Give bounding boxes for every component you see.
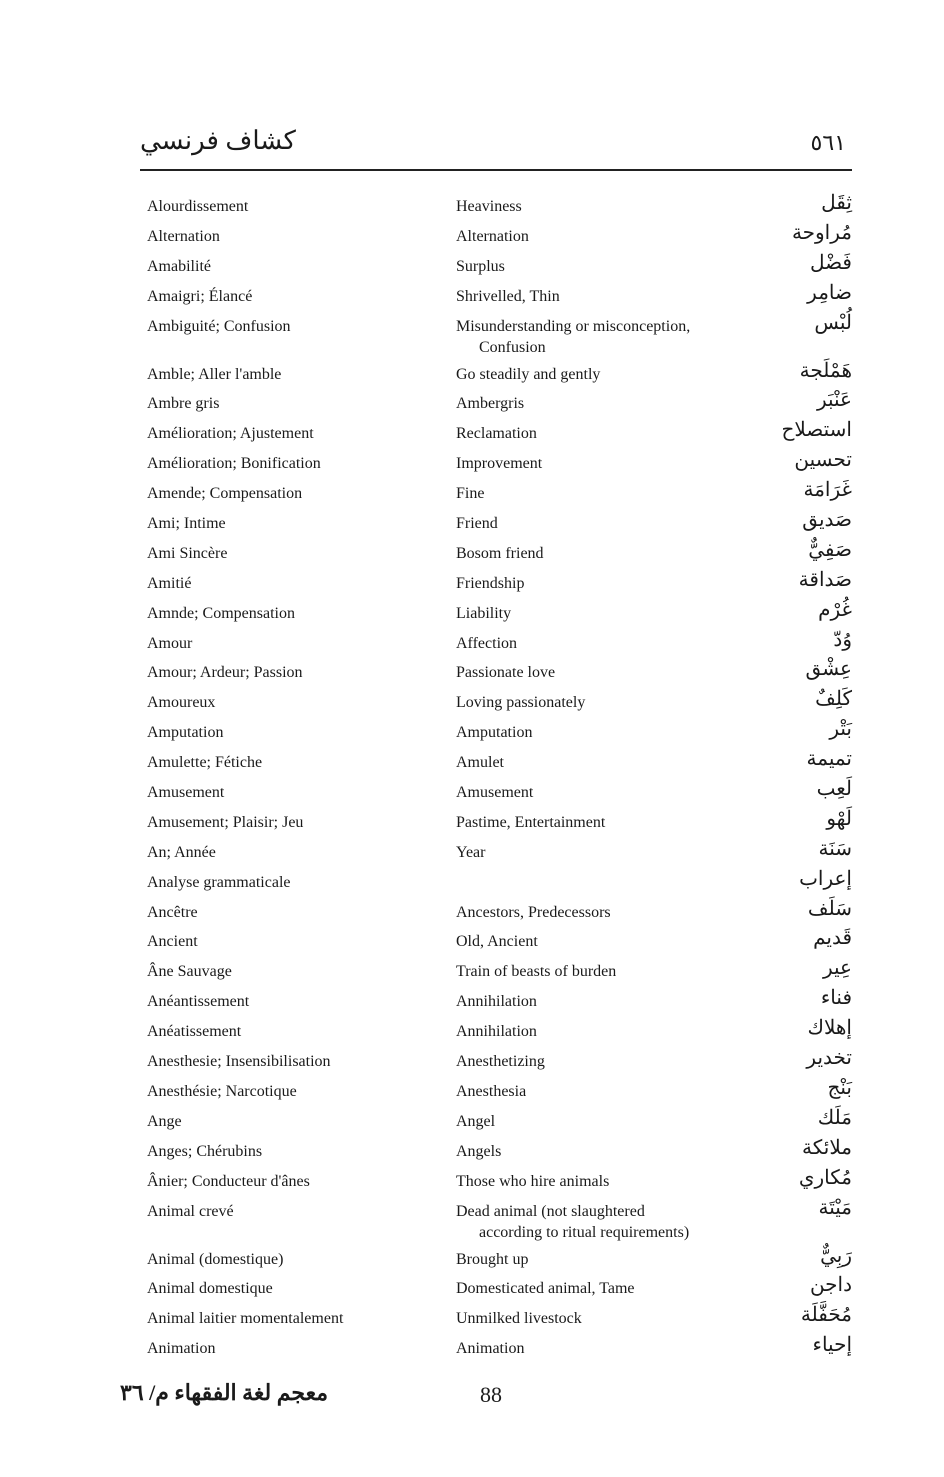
entry-arabic: استصلاح bbox=[781, 419, 852, 442]
entry-english bbox=[456, 842, 756, 863]
entry-english bbox=[456, 603, 756, 624]
entry-english bbox=[456, 256, 756, 277]
entry-french: Amélioration; Bonification bbox=[147, 455, 321, 473]
entry-english bbox=[456, 1201, 756, 1243]
entry-arabic: رَبِيٌّ bbox=[820, 1244, 852, 1267]
entry-english bbox=[456, 782, 756, 803]
entry-english-line: Alternation bbox=[456, 227, 529, 245]
entry-english-line: Angel bbox=[456, 1112, 496, 1130]
entry-arabic: هَمْلَجة bbox=[799, 359, 852, 382]
entry-english-line: Ancestors, Predecessors bbox=[456, 903, 611, 921]
entry-english-line: Misunderstanding or misconception, bbox=[456, 317, 691, 335]
list-item bbox=[140, 1332, 852, 1362]
entry-arabic: غُرْم bbox=[818, 598, 852, 621]
entry-french: Anesthesie; Insensibilisation bbox=[147, 1053, 331, 1071]
list-item bbox=[140, 358, 852, 388]
entry-french: Amabilité bbox=[147, 257, 211, 275]
entry-arabic: فَضْل bbox=[809, 251, 852, 274]
entry-english-line: Heaviness bbox=[456, 198, 522, 215]
entry-english bbox=[456, 1278, 756, 1299]
entry-arabic: وُدّ bbox=[833, 628, 852, 651]
entry-english-line: Bosom friend bbox=[456, 544, 544, 562]
entry-arabic: لَعِب bbox=[816, 778, 852, 801]
entry-english-line: Angels bbox=[456, 1142, 502, 1160]
entry-english bbox=[456, 812, 756, 833]
entry-french: Amélioration; Ajustement bbox=[147, 425, 314, 443]
entry-arabic: كَلِفٌ bbox=[815, 688, 852, 711]
entry-english-line: Annihilation bbox=[456, 993, 537, 1011]
entry-arabic: تخدير bbox=[806, 1047, 852, 1070]
list-item bbox=[140, 280, 852, 310]
entry-french: Animal (domestique) bbox=[147, 1250, 284, 1268]
entry-french: Anesthésie; Narcotique bbox=[147, 1082, 297, 1100]
list-item bbox=[140, 567, 852, 597]
entry-french: Animal domestique bbox=[147, 1280, 273, 1298]
entry-french: Alternation bbox=[147, 227, 220, 245]
entry-french: Amitié bbox=[147, 574, 192, 592]
list-item bbox=[140, 776, 852, 806]
entry-french: Animal crevé bbox=[147, 1202, 234, 1220]
list-item bbox=[140, 806, 852, 836]
entry-english-line: Anesthesia bbox=[456, 1082, 527, 1100]
entry-french: Amputation bbox=[147, 724, 224, 742]
entry-arabic: ثِقَل bbox=[821, 192, 852, 214]
entry-french: Amour bbox=[147, 634, 193, 652]
entry-english bbox=[456, 931, 756, 952]
list-item bbox=[140, 1045, 852, 1075]
list-item bbox=[140, 836, 852, 866]
entry-english-line: Ambergris bbox=[456, 395, 525, 413]
entry-english-line: Friend bbox=[456, 515, 498, 533]
entry-english-continuation: according to ritual requirements) bbox=[479, 1223, 690, 1241]
entry-arabic: إهلاك bbox=[807, 1017, 852, 1040]
list-item bbox=[140, 1165, 852, 1195]
entry-arabic: قَديم bbox=[813, 927, 852, 950]
entry-french: Amulette; Fétiche bbox=[147, 754, 263, 772]
entry-english-line: Go steadily and gently bbox=[456, 365, 601, 383]
entry-arabic: تحسين bbox=[794, 449, 852, 472]
list-item bbox=[140, 447, 852, 477]
entry-english bbox=[456, 1021, 756, 1042]
entry-french: Ami; Intime bbox=[147, 515, 226, 533]
entry-english-line: Amputation bbox=[456, 724, 533, 742]
entry-french: Amble; Aller l'amble bbox=[147, 365, 282, 383]
entry-french: Amusement; Plaisir; Jeu bbox=[147, 813, 304, 831]
entry-english-continuation: Confusion bbox=[479, 338, 546, 356]
entry-french: Âne Sauvage bbox=[147, 963, 232, 981]
entry-english-line: Liability bbox=[456, 604, 512, 622]
list-item bbox=[140, 1195, 852, 1243]
entry-arabic: سَلَف bbox=[807, 897, 852, 920]
entry-french: Ambiguité; Confusion bbox=[147, 317, 291, 335]
entry-french: Animation bbox=[147, 1340, 216, 1358]
header-rule bbox=[140, 169, 852, 171]
footer-page-number: 88 bbox=[480, 1382, 502, 1407]
entry-arabic: إعراب bbox=[799, 867, 852, 890]
entry-english-line: Amusement bbox=[456, 784, 534, 802]
entry-english-line: Dead animal (not slaughtered bbox=[456, 1202, 645, 1220]
entry-english bbox=[456, 286, 756, 307]
entry-arabic: مَيْتَة bbox=[818, 1196, 852, 1219]
entry-english bbox=[456, 662, 756, 683]
entry-english bbox=[456, 196, 756, 217]
entry-english-line: Shrivelled, Thin bbox=[456, 287, 560, 305]
entry-english bbox=[456, 1171, 756, 1192]
list-item bbox=[140, 686, 852, 716]
entry-english bbox=[456, 722, 756, 743]
entry-english-line: Surplus bbox=[456, 257, 505, 275]
entry-arabic: عِير bbox=[822, 957, 852, 980]
entry-english-line: Affection bbox=[456, 634, 518, 652]
list-item bbox=[140, 310, 852, 358]
entry-arabic: فناء bbox=[820, 987, 852, 1010]
list-item bbox=[140, 985, 852, 1015]
entry-french: Amnde; Compensation bbox=[147, 604, 295, 622]
header-page-number: ٥٦١ bbox=[810, 130, 846, 155]
entry-arabic: عِشْق bbox=[805, 658, 852, 681]
entry-arabic: مُراوحة bbox=[791, 221, 852, 244]
list-item bbox=[140, 896, 852, 926]
entry-french: Amoureux bbox=[147, 694, 216, 712]
list-item bbox=[140, 656, 852, 686]
list-item bbox=[140, 1075, 852, 1105]
entry-english-line: Improvement bbox=[456, 455, 543, 473]
entry-french: An; Année bbox=[147, 843, 216, 861]
entry-english-line: Those who hire animals bbox=[456, 1172, 610, 1190]
entry-french: Anges; Chérubins bbox=[147, 1142, 263, 1160]
footer-source: معجم لغة الفقهاء م/ ٣٦ bbox=[120, 1380, 328, 1405]
entry-arabic: لَهْو bbox=[826, 807, 852, 830]
list-item bbox=[140, 1135, 852, 1165]
entry-french: Alourdissement bbox=[147, 198, 249, 215]
entry-arabic: مَلَك bbox=[817, 1106, 852, 1129]
entry-english bbox=[456, 393, 756, 414]
entry-english bbox=[456, 226, 756, 247]
list-item bbox=[140, 477, 852, 507]
list-item bbox=[140, 627, 852, 657]
entry-french: Ambre gris bbox=[147, 395, 220, 413]
entry-english bbox=[456, 692, 756, 713]
entry-english bbox=[456, 1141, 756, 1162]
list-item bbox=[140, 1105, 852, 1135]
entry-english bbox=[456, 316, 756, 358]
list-item bbox=[140, 866, 852, 896]
entry-english-line: Loving passionately bbox=[456, 694, 586, 712]
entry-arabic: بَتْر bbox=[829, 718, 852, 741]
entry-english bbox=[456, 752, 756, 773]
entry-arabic: سَنَة bbox=[818, 837, 852, 860]
list-item bbox=[140, 746, 852, 776]
entry-english-line: Old, Ancient bbox=[456, 933, 538, 951]
entry-english bbox=[456, 1338, 756, 1359]
entry-english bbox=[456, 961, 756, 982]
list-item bbox=[140, 597, 852, 627]
entry-english-line: Unmilked livestock bbox=[456, 1310, 582, 1328]
entry-english bbox=[456, 1249, 756, 1270]
entry-english-line: Animation bbox=[456, 1340, 525, 1358]
entry-english-line: Amulet bbox=[456, 754, 504, 772]
entry-arabic: إحياء bbox=[812, 1334, 852, 1357]
entry-french: Analyse grammaticale bbox=[147, 873, 291, 891]
entry-arabic: صَديق bbox=[802, 509, 852, 532]
entry-english-line: Pastime, Entertainment bbox=[456, 813, 606, 831]
entry-french: Animal laitier momentalement bbox=[147, 1310, 344, 1328]
entry-french: Amour; Ardeur; Passion bbox=[147, 664, 303, 682]
list-item bbox=[140, 716, 852, 746]
entry-english-line: Brought up bbox=[456, 1250, 529, 1268]
entry-english-line: Anesthetizing bbox=[456, 1053, 545, 1071]
list-item bbox=[140, 417, 852, 447]
entry-english-line: Train of beasts of burden bbox=[456, 963, 617, 981]
entry-french: Ancêtre bbox=[147, 903, 198, 921]
entries-list bbox=[140, 190, 852, 1362]
list-item bbox=[140, 1243, 852, 1273]
entry-english bbox=[456, 543, 756, 564]
entry-french: Amaigri; Élancé bbox=[147, 287, 253, 305]
entry-english bbox=[456, 902, 756, 923]
entry-english bbox=[456, 364, 756, 385]
entry-arabic: داجن bbox=[809, 1274, 852, 1297]
entry-english bbox=[456, 423, 756, 444]
entry-english bbox=[456, 483, 756, 504]
entry-arabic: بَنْج bbox=[827, 1076, 852, 1099]
entry-arabic: ملائكة bbox=[802, 1136, 852, 1159]
list-item bbox=[140, 507, 852, 537]
entry-english-line: Domesticated animal, Tame bbox=[456, 1280, 635, 1298]
entry-english bbox=[456, 1308, 756, 1329]
entry-arabic: مُحَفَّلَة bbox=[800, 1304, 852, 1327]
list-item bbox=[140, 220, 852, 250]
entry-english bbox=[456, 513, 756, 534]
list-item bbox=[140, 955, 852, 985]
entry-english-line: Year bbox=[456, 843, 486, 861]
entry-arabic: ضامِر bbox=[807, 281, 852, 304]
entry-french: Ânier; Conducteur d'ânes bbox=[147, 1172, 310, 1190]
entry-french: Ange bbox=[147, 1112, 182, 1130]
entry-english bbox=[456, 1051, 756, 1072]
entry-french: Amende; Compensation bbox=[147, 485, 303, 503]
entry-french: Anéantissement bbox=[147, 993, 250, 1011]
list-item bbox=[140, 1015, 852, 1045]
entry-french: Anéatissement bbox=[147, 1023, 242, 1041]
entry-arabic: عَنْبَر bbox=[816, 389, 852, 412]
list-item bbox=[140, 1272, 852, 1302]
list-item bbox=[140, 537, 852, 567]
entry-arabic: غَرَامَة bbox=[803, 479, 852, 502]
entry-english-line: Passionate love bbox=[456, 664, 556, 682]
entry-english bbox=[456, 633, 756, 654]
entry-french: Ancient bbox=[147, 933, 198, 951]
entry-french: Amusement bbox=[147, 784, 225, 802]
list-item bbox=[140, 925, 852, 955]
entry-english bbox=[456, 991, 756, 1012]
list-item bbox=[140, 190, 852, 220]
list-item bbox=[140, 250, 852, 280]
entry-english-line: Fine bbox=[456, 485, 485, 503]
entry-english bbox=[456, 1081, 756, 1102]
entry-arabic: تميمة bbox=[806, 748, 852, 771]
entry-arabic: صَفِيٌّ bbox=[808, 538, 852, 561]
entry-english-line: Annihilation bbox=[456, 1023, 537, 1041]
page-header bbox=[140, 118, 852, 178]
list-item bbox=[140, 387, 852, 417]
entry-french: Ami Sincère bbox=[147, 544, 228, 562]
entry-arabic: مُكاري bbox=[798, 1166, 852, 1189]
entry-english-line: Reclamation bbox=[456, 425, 537, 443]
header-title: كشاف فرنسي bbox=[140, 126, 296, 155]
entry-english bbox=[456, 453, 756, 474]
entry-english-line: Friendship bbox=[456, 574, 525, 592]
entry-english bbox=[456, 573, 756, 594]
entry-arabic: صَداقة bbox=[798, 568, 852, 591]
entry-arabic: لُبْس bbox=[814, 311, 852, 334]
entry-english bbox=[456, 1111, 756, 1132]
list-item bbox=[140, 1302, 852, 1332]
